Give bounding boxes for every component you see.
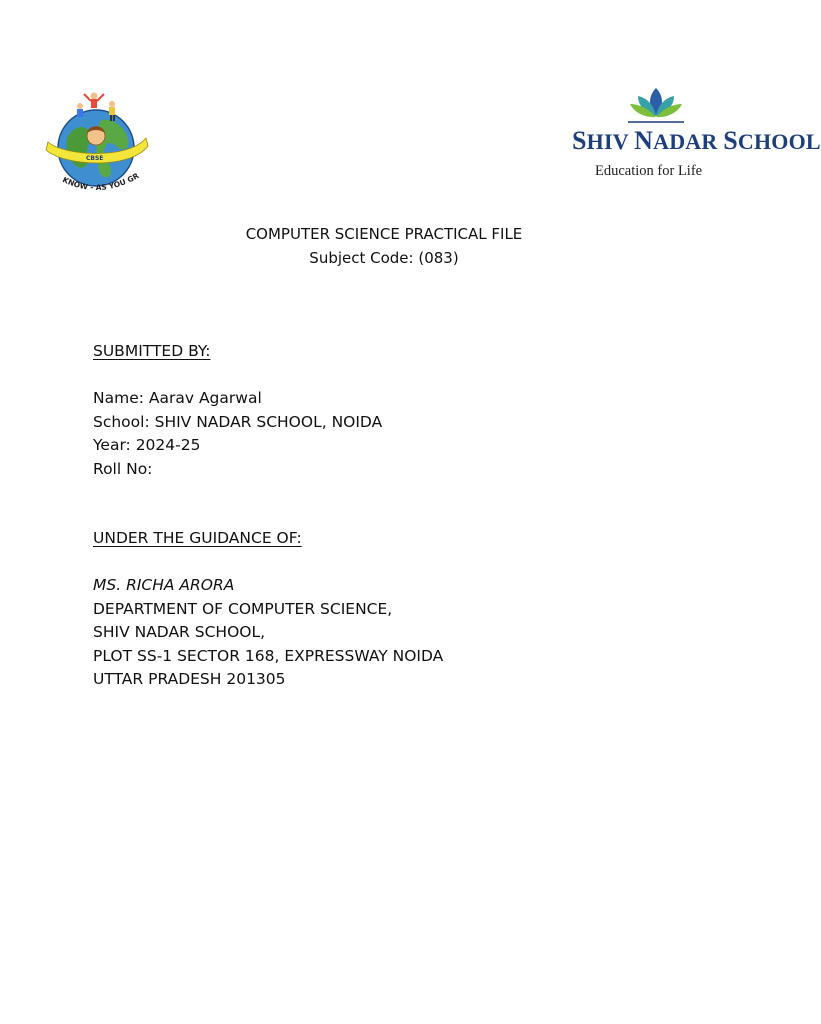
address-line: PLOT SS-1 SECTOR 168, EXPRESSWAY NOIDA [93, 646, 444, 665]
document-title [0, 222, 768, 270]
roll-number: Roll No: [93, 459, 153, 478]
title-line: COMPUTER SCIENCE PRACTICAL FILE [245, 225, 523, 243]
logo-text-hiv: HIV [586, 129, 635, 154]
subject-code: Subject Code: (083) [309, 249, 459, 267]
guidance-school: SHIV NADAR SCHOOL, [93, 623, 266, 641]
logo-letter-n: N [634, 126, 654, 155]
logo-text-chool: CHOOL [737, 129, 821, 154]
school-logo-tagline: Education for Life [595, 163, 703, 179]
lotus-icon [626, 86, 686, 126]
logo-letter-s: S [572, 126, 587, 155]
logo-text-adar: ADAR [653, 129, 724, 154]
academic-year: Year: 2024-25 [93, 436, 201, 454]
school-logo-name [572, 126, 821, 156]
student-school: School: SHIV NADAR SCHOOL, NOIDA [93, 412, 383, 431]
document-body [93, 340, 443, 692]
department: DEPARTMENT OF COMPUTER SCIENCE, [93, 599, 393, 618]
logo-letter-s2: S [723, 126, 738, 155]
cbse-globe-logo-icon [44, 86, 150, 198]
submitted-by-heading: SUBMITTED BY: [93, 342, 211, 360]
school-logo [568, 86, 821, 186]
student-name: Name: Aarav Agarwal [93, 389, 262, 407]
state-line: UTTAR PRADESH 201305 [93, 670, 286, 688]
cbse-motto-text: KNOW - AS YOU GR [61, 171, 141, 193]
teacher-name: MS. RICHA ARORA [93, 576, 235, 594]
guidance-heading: UNDER THE GUIDANCE OF: [93, 529, 302, 547]
cbse-banner-text: CBSE [86, 155, 104, 162]
cbse-logo [44, 86, 150, 198]
